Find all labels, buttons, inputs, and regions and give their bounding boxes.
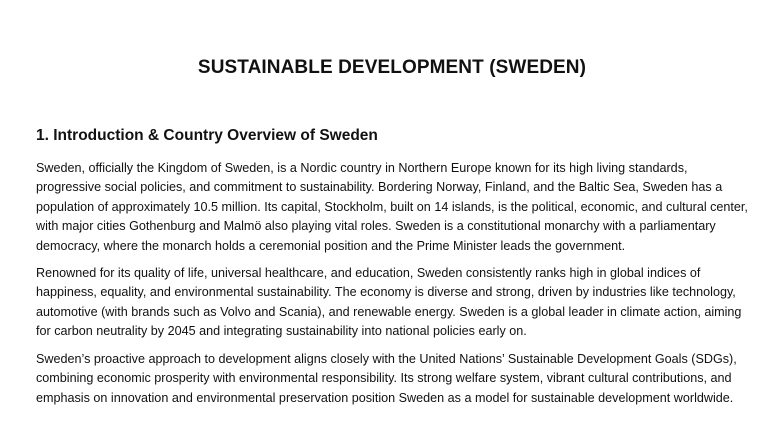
paragraph-quality-of-life: Renowned for its quality of life, universal healthcare, and education, Sweden consistently ranks high in global indices of happiness, equality, and environmental sustainability. The economy is diverse and strong, driven by industries like technology, automotive (with brands such as Volvo and Scania), and renewable energy. Sweden is a global leader in climate action, aiming for carbon neutrality by 2045 and integrating sustainability into national policies early on. xyxy=(36,266,742,339)
section-heading: 1. Introduction & Country Overview of Sweden xyxy=(36,127,378,144)
paragraph-sdg-approach: Sweden’s proactive approach to development aligns closely with the United Nations’ Sustainable Development Goals (SDGs), combining economic prosperity with environmental responsibility. Its strong welfare system, vibrant cultural contributions, and emphasis on innovation and environmental preservation position Sweden as a model for sustainable development worldwide. xyxy=(36,352,737,405)
paragraph-overview: Sweden, officially the Kingdom of Sweden, is a Nordic country in Northern Europe known for its high living standards, progressive social policies, and commitment to sustainability. Bordering Norway, Finland, and the Baltic Sea, Sweden has a population of approximately 10.5 million. Its capital, Stockholm, built on 14 islands, is the political, economic, and cultural center, with major cities Gothenburg and Malmö also playing vital roles. Sweden is a constitutional monarchy with a parliamentary democracy, where the monarch holds a ceremonial position and the Prime Minister leads the government. xyxy=(36,161,748,253)
document-title: SUSTAINABLE DEVELOPMENT (SWEDEN) xyxy=(197,57,587,78)
